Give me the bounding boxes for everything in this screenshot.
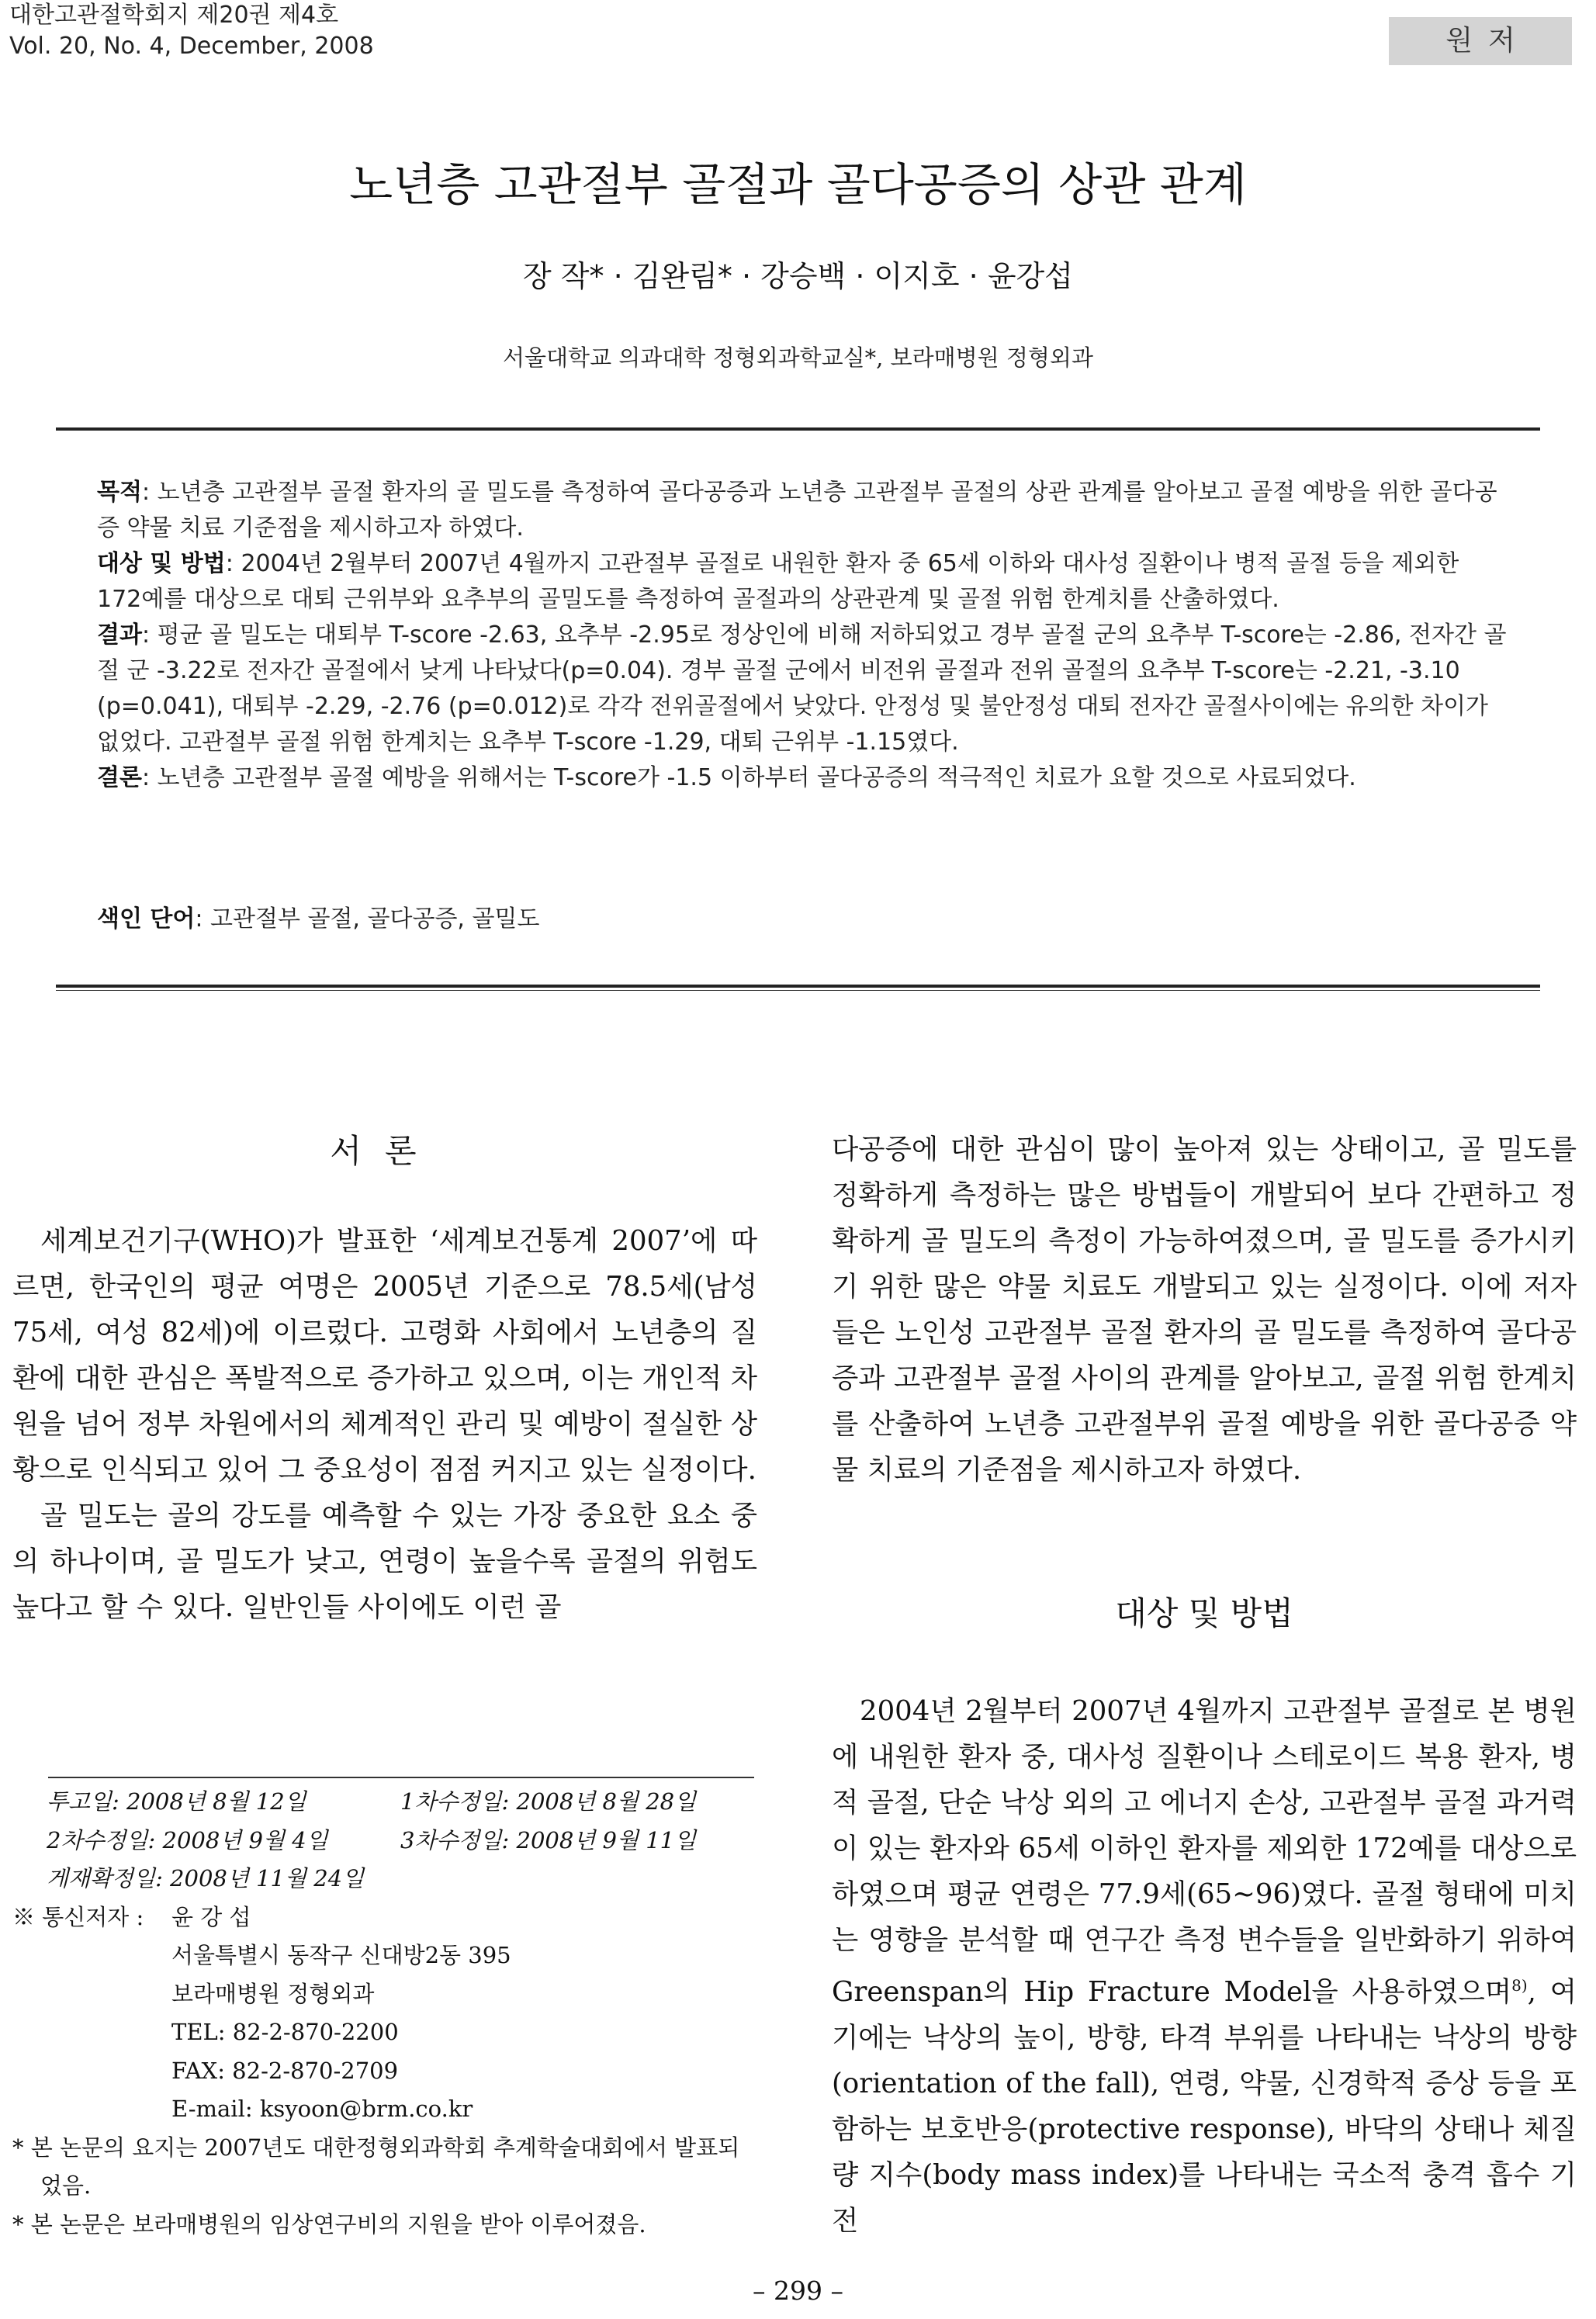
abstract-methods-label: 대상 및 방법 bbox=[97, 550, 226, 577]
footnote-rule bbox=[48, 1777, 754, 1778]
abstract-top-rule bbox=[56, 427, 1540, 431]
corresponding-name: 윤 강 섭 bbox=[171, 1903, 251, 1930]
methods-paragraph-1 bbox=[832, 1688, 1577, 2244]
reference-marker: 8) bbox=[1511, 1976, 1528, 1995]
section-heading-methods: 대상 및 방법 bbox=[1115, 1594, 1293, 1632]
abstract bbox=[97, 475, 1509, 796]
intro-paragraph-continued: 다공증에 대한 관심이 많이 높아져 있는 상태이고, 골 밀도를 정확하게 측정하는 많은 방법들이 개발되어 보다 간편하고 정확하게 골 밀도의 측정이 가능하여졌으며, 골 밀도를 증가시키기 위한 많은 약물 치료도 개발되고 있는 실정이다. 이에 저자들은 노인성 고관절부 골절 환자의 골 밀도를 측정하여 골다공증과 고관절부 골절 사이의 관계를 알아보고, 골절 위험 한계치를 산출하여 노년층 고관절부위 골절 예방을 위한 골다공증 약물 치료의 기준점을 제시하고자 하였다. bbox=[832, 1134, 1577, 1486]
abstract-methods-text: : 2004년 2월부터 2007년 4월까지 고관절부 골절로 내원한 환자 중 65세 이하와 대사성 질환이나 병적 골절 등을 제외한 172예를 대상으로 대퇴 근위부와 요추부의 골밀도를 측정하여 골절과의 상관관계 및 골절 위험 한계치를 산출하였다. bbox=[97, 550, 1459, 613]
telephone: TEL: 82-2-870-2200 bbox=[171, 2019, 399, 2045]
abstract-methods bbox=[97, 546, 1509, 618]
received-date: 투고일: 2008년 8월 12일 bbox=[47, 1788, 306, 1815]
methods-text: 2004년 2월부터 2007년 4월까지 고관절부 골절로 본 병원에 내원한 환자 중, 대사성 질환이나 스테로이드 복용 환자, 병적 골절, 단순 낙상 외의 고 에너지 손상, 고관절부 골절 과거력이 있는 환자와 65세 이하인 환자를 제외한 172예를 대상으로 하였으며 평균 연령은 77.9세(65~96)였다. 골절 형태에 미치는 영향을 분석할 때 연구간 측정 변수들을 일반화하기 위하여 Greenspan의 Hip Fracture Model을 사용하였으며 bbox=[832, 1695, 1577, 2008]
affiliation: 서울대학교 의과대학 정형외과학교실*, 보라매병원 정형외과 bbox=[503, 344, 1093, 371]
keywords-label: 색인 단어 bbox=[97, 905, 196, 933]
abstract-bottom-rule bbox=[56, 985, 1540, 988]
journal-header bbox=[9, 0, 374, 62]
footnote-presentation-note: * 본 논문의 요지는 2007년도 대한정형외과학회 추계학술대회에서 발표되었음. bbox=[12, 2134, 740, 2199]
abstract-conclusion-label: 결론 bbox=[97, 764, 142, 791]
email: E-mail: ksyoon@brm.co.kr bbox=[171, 2096, 473, 2122]
corresponding-author bbox=[12, 1898, 757, 1937]
keywords bbox=[97, 902, 539, 936]
revised-date-2: 2차수정일: 2008년 9월 4일 bbox=[47, 1826, 328, 1853]
page-number: – 299 – bbox=[753, 2276, 843, 2306]
abstract-conclusion-text: : 노년층 고관절부 골절 예방을 위해서는 T-score가 -1.5 이하부터 골다공증의 적극적인 치료가 요할 것으로 사료되었다. bbox=[141, 764, 1356, 791]
fax: FAX: 82-2-870-2709 bbox=[171, 2057, 399, 2084]
abstract-results-label: 결과 bbox=[97, 621, 142, 649]
journal-name-korean: 대한고관절학회지 제20권 제4호 bbox=[9, 2, 339, 29]
abstract-bottom-rule-thin bbox=[56, 990, 1540, 991]
corresponding-label: ※ 통신저자 : bbox=[12, 1903, 144, 1930]
address-line-2: 보라매병원 정형외과 bbox=[171, 1980, 375, 2007]
methods-text-continued: , 여기에는 낙상의 높이, 방향, 타격 부위를 나타내는 낙상의 방향(orientation of the fall), 연령, 약물, 신경학적 증상 등을 포함하는 보호반응(protective response), 바닥의 상태나 체질량 지수(body mass index)를 나타내는 국소적 충격 흡수 기전 bbox=[832, 1975, 1577, 2237]
abstract-conclusion bbox=[97, 760, 1509, 796]
author-list: 장 작* · 김완림* · 강승백 · 이지호 · 윤강섭 bbox=[523, 259, 1073, 293]
revised-date-3: 3차수정일: 2008년 9월 11일 bbox=[400, 1826, 697, 1853]
abstract-purpose-text: : 노년층 고관절부 골절 환자의 골 밀도를 측정하여 골다공증과 노년층 고관절부 골절의 상관 관계를 알아보고 골절 예방을 위한 골다공증 약물 치료 기준점을 제시하고자 하였다. bbox=[97, 479, 1497, 542]
methods-body bbox=[832, 1688, 1577, 2244]
journal-volume-info: Vol. 20, No. 4, December, 2008 bbox=[9, 33, 374, 60]
submission-dates-row-1 bbox=[12, 1783, 757, 1822]
right-column bbox=[832, 1127, 1577, 1493]
intro-paragraph-2: 골 밀도는 골의 강도를 예측할 수 있는 가장 중요한 요소 중의 하나이며, 골 밀도가 낮고, 연령이 높을수록 골절의 위험도 높다고 할 수 있다. 일반인들 사이에도 이런 골 bbox=[12, 1500, 757, 1623]
submission-dates-row-2 bbox=[12, 1822, 757, 1860]
abstract-purpose-label: 목적 bbox=[97, 479, 142, 506]
article-title: 노년층 고관절부 골절과 골다공증의 상관 관계 bbox=[349, 158, 1247, 211]
intro-paragraph-1: 세계보건기구(WHO)가 발표한 ‘세계보건통계 2007’에 따르면, 한국인의 평균 여명은 2005년 기준으로 78.5세(남성 75세, 여성 82세)에 이르렀다. 고령화 사회에서 노년층의 질환에 대한 관심은 폭발적으로 증가하고 있으며, 이는 개인적 차원을 넘어 정부 차원에서의 체계적인 관리 및 예방이 절실한 상황으로 인식되고 있어 그 중요성이 점점 커지고 있는 실정이다. bbox=[12, 1225, 757, 1486]
footnote bbox=[12, 1783, 757, 2244]
accepted-date: 게재확정일: 2008년 11월 24일 bbox=[47, 1865, 365, 1892]
address-line-1: 서울특별시 동작구 신대방2동 395 bbox=[171, 1942, 511, 1968]
keywords-text: : 고관절부 골절, 골다공증, 골밀도 bbox=[195, 905, 540, 933]
article-type-badge: 원저 bbox=[1389, 17, 1572, 65]
abstract-results bbox=[97, 618, 1509, 760]
section-heading-introduction: 서론 bbox=[330, 1132, 440, 1170]
abstract-purpose bbox=[97, 475, 1509, 546]
left-column bbox=[12, 1218, 757, 1630]
abstract-results-text: : 평균 골 밀도는 대퇴부 T-score -2.63, 요추부 -2.95로 정상인에 비해 저하되었고 경부 골절 군의 요추부 T-score는 -2.86, 전자간 골절 군 -3.22로 전자간 골절에서 낮게 나타났다(p=0.04). 경부 골절 군에서 비전위 골절과 전위 골절의 요추부 T-score는 -2.21, -3.10 (p=0.041), 대퇴부 -2.29, -2.76 (p=0.012)로 각각 전위골절에서 낮았다. 안정성 및 불안정성 대퇴 전자간 골절사이에는 유의한 차이가 없었다. 고관절부 골절 위험 한계치는 요추부 T-score -1.29, 대퇴 근위부 -1.15였다. bbox=[97, 621, 1507, 756]
revised-date-1: 1차수정일: 2008년 8월 28일 bbox=[400, 1788, 697, 1815]
footnote-funding-note: * 본 논문은 보라매병원의 임상연구비의 지원을 받아 이루어졌음. bbox=[12, 2210, 646, 2238]
